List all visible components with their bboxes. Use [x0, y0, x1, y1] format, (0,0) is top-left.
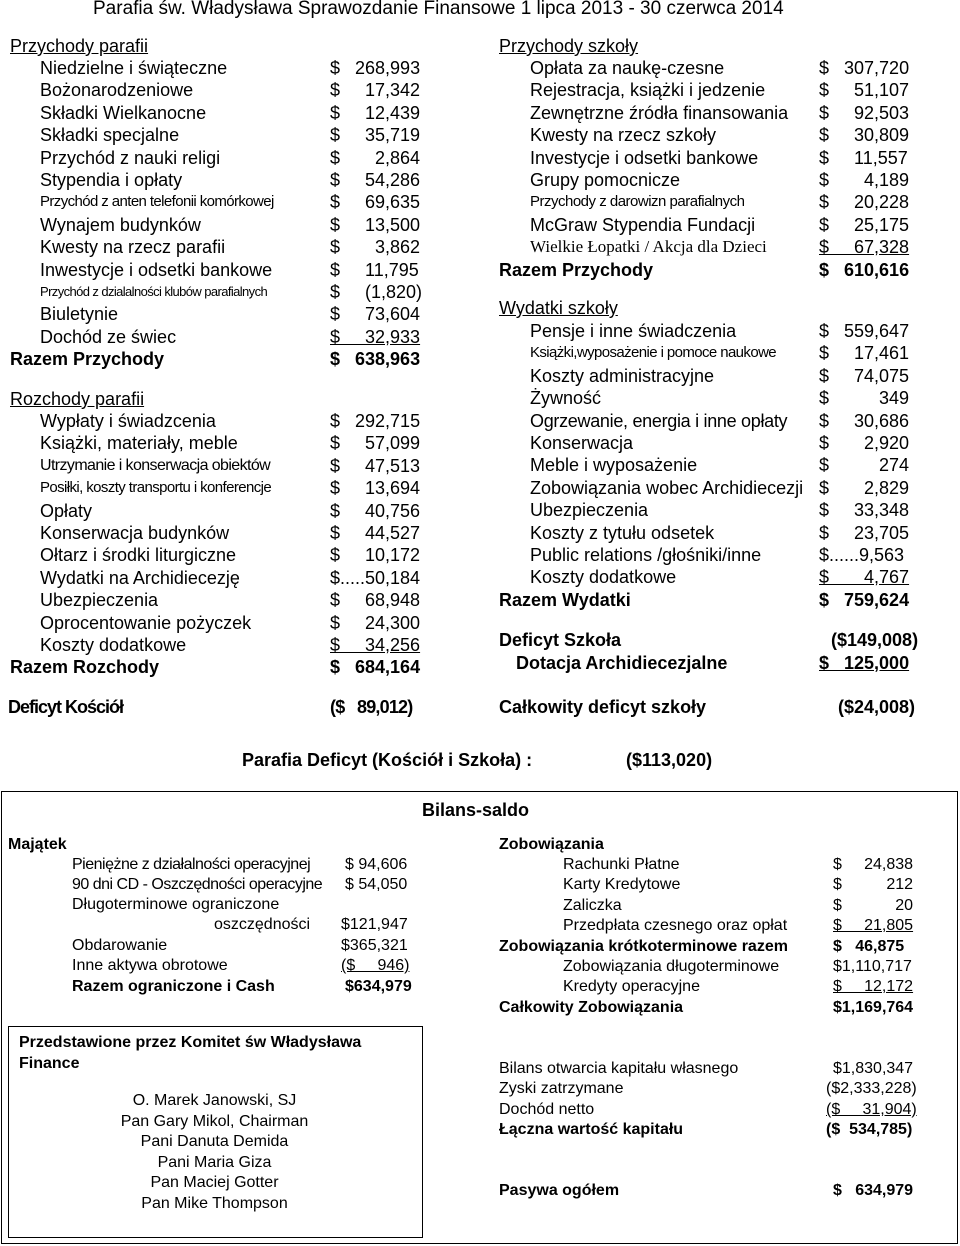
school-income-label: Wielkie Łopatki / Akcja dla Dzieci [530, 237, 767, 257]
church-expenses-heading: Rozchody parafii [10, 389, 145, 409]
school-expense-label: Meble i wyposażenie [530, 455, 698, 476]
church-expense-total-label: Razem Rozchody [10, 657, 160, 678]
committee-member: Pani Danuta Demida [140, 1133, 289, 1150]
school-expense-value: $ 23,705 [819, 522, 910, 543]
church-income-total-value: $ 638,963 [330, 349, 421, 370]
church-income-value: $ 12,439 [330, 102, 421, 123]
school-income-label: Investycje i odsetki bankowe [530, 147, 759, 168]
long-term-value: $1,110,717 [833, 958, 912, 975]
assets-total-value: $634,979 [345, 978, 412, 995]
long-term-value: $ 12,172 [833, 978, 914, 995]
liability-value: $ 21,805 [833, 917, 914, 935]
church-expense-value: $ 34,256 [330, 635, 421, 655]
school-expense-label: Public relations /głośniki/inne [530, 545, 762, 565]
school-expense-value: $ 2,920 [819, 433, 910, 453]
school-deficit-value: ($149,008) [831, 630, 919, 650]
liab-total-value: $1,169,764 [833, 999, 914, 1016]
church-income-value: $ 11,795 [330, 259, 419, 280]
school-expense-label: Ubezpieczenia [530, 500, 649, 521]
school-income-total-label: Razem Przychody [499, 259, 654, 280]
church-expense-value: $ 57,099 [330, 433, 421, 454]
liability-label: Rachunki Płatne [563, 856, 680, 873]
church-expense-value: $ 44,527 [330, 523, 421, 543]
archdiocese-grant-label: Dotacja Archidiecezjalne [516, 653, 728, 673]
school-expense-total-label: Razem Wydatki [499, 589, 631, 610]
school-expense-label: Koszty z tytułu odsetek [530, 522, 715, 543]
school-income-label: Kwesty na rzecz szkoły [530, 125, 717, 146]
school-expense-label: Konserwacja [530, 433, 634, 453]
equity-label: Dochód netto [499, 1101, 595, 1118]
church-income-label: Przychód z anten telefonii komórkowej [40, 193, 274, 211]
equity-total-label: Łączna wartość kapitału [499, 1121, 684, 1138]
school-income-label: Opłata za naukę-czesne [530, 58, 725, 78]
school-income-value: $ 51,107 [819, 80, 910, 101]
church-income-label: Biuletynie [40, 304, 119, 325]
church-expense-label: Koszty dodatkowe [40, 635, 187, 655]
church-income-label: Przychód z nauki religi [40, 147, 221, 168]
church-income-value: $ (1,820) [330, 282, 423, 302]
church-expense-value: $ 292,715 [330, 411, 421, 431]
school-expense-value: $ 274 [819, 455, 910, 476]
asset-value: ($ 946) [341, 957, 410, 974]
school-expense-value: $ 30,686 [819, 410, 910, 431]
school-total-deficit-value: ($24,008) [838, 697, 916, 717]
long-term-label: Kredyty operacyjne [563, 978, 700, 995]
school-income-label: Grupy pomocnicze [530, 170, 681, 190]
school-expense-value: $ 349 [819, 388, 910, 409]
committee-member: Pani Maria Giza [157, 1153, 272, 1171]
church-income-value: $ 268,993 [330, 58, 421, 78]
short-term-label: Zobowiązania krótkoterminowe razem [499, 938, 788, 955]
liab-equity-value: $ 634,979 [833, 1182, 914, 1199]
church-income-heading: Przychody parafii [10, 36, 149, 56]
church-expense-label: Ubezpieczenia [40, 590, 159, 611]
church-income-label: Składki specjalne [40, 125, 180, 146]
liability-value: $ 212 [833, 876, 914, 894]
page-title: Parafia św. Władysława Sprawozdanie Finansowe 1 lipca 2013 - 30 czerwca 2014 [93, 0, 784, 19]
school-income-value: $ 30,809 [819, 125, 910, 146]
church-deficit-label: Deficyt Kościół [8, 697, 124, 717]
school-expense-total-value: $ 759,624 [819, 589, 910, 610]
parish-deficit-label: Parafia Deficyt (Kościół i Szkoła) : [242, 750, 533, 770]
parish-deficit-value: ($113,020) [626, 750, 713, 770]
church-income-label: Przychód z dzialalności klubów parafialnych [40, 284, 268, 299]
liab-equity-label: Pasywa ogółem [499, 1182, 620, 1199]
church-expense-label: Oprocentowanie pożyczek [40, 612, 252, 633]
balance-heading: Bilans-saldo [422, 800, 530, 820]
school-income-value: $ 92,503 [819, 102, 910, 123]
liability-label: Przedpłata czesnego oraz opłat [563, 917, 788, 935]
liabilities-heading: Zobowiązania [499, 836, 604, 853]
church-income-label: Składki Wielkanocne [40, 102, 207, 123]
school-expense-label: Koszty administracyjne [530, 365, 715, 386]
church-expense-value: $ 40,756 [330, 500, 421, 521]
long-term-label: Zobowiązania długoterminowe [563, 958, 780, 975]
church-expense-label: Wydatki na Archidiecezję [40, 567, 240, 588]
church-income-label: Inwestycje i odsetki bankowe [40, 259, 273, 280]
asset-value: $121,947 [341, 916, 408, 933]
church-income-value: $ 17,342 [330, 80, 421, 101]
church-income-value: $ 13,500 [330, 214, 421, 235]
school-expense-label: Ogrzewanie, energia i inne opłaty [530, 410, 788, 431]
school-income-value: $ 67,328 [819, 237, 910, 258]
equity-label: Bilans otwarcia kapitału własnego [499, 1060, 739, 1077]
church-expense-value: $ 24,300 [330, 612, 421, 633]
church-income-value: $ 73,604 [330, 304, 421, 325]
liab-total-label: Całkowity Zobowiązania [499, 999, 684, 1016]
church-income-label: Kwesty na rzecz parafii [40, 237, 226, 258]
church-income-value: $ 35,719 [330, 125, 421, 146]
school-expense-label: Pensje i inne świadczenia [530, 321, 737, 341]
school-income-total-value: $ 610,616 [819, 259, 910, 280]
committee-heading: Przedstawione przez Komitet św Władysława [19, 1034, 362, 1051]
asset-label: oszczędności [214, 916, 311, 933]
school-expense-value: $ 4,767 [819, 567, 910, 588]
school-expense-value: $ 33,348 [819, 500, 910, 521]
church-income-label: Niedzielne i świąteczne [40, 58, 228, 78]
asset-value: $ 54,050 [345, 876, 408, 893]
school-income-label: Rejestracja, książki i jedzenie [530, 80, 766, 101]
liability-value: $ 20 [833, 896, 914, 914]
school-income-label: Zewnętrzne źródła finansowania [530, 102, 789, 123]
church-income-total-label: Razem Przychody [10, 349, 165, 370]
church-income-label: Bożonarodzeniowe [40, 80, 194, 101]
school-expense-label: Koszty dodatkowe [530, 567, 677, 588]
church-income-value: $ 69,635 [330, 192, 421, 213]
asset-label: Pieniężne z działalności operacyjnej [72, 856, 311, 873]
church-expense-value: $ 10,172 [330, 545, 421, 566]
church-expense-label: Utrzymanie i konserwacja obiektów [40, 456, 271, 474]
committee-member: Pan Maciej Gotter [150, 1174, 279, 1191]
school-expense-value: $ 74,075 [819, 365, 910, 386]
asset-value: $365,321 [341, 937, 408, 954]
equity-value: ($ 31,904) [826, 1101, 917, 1118]
school-expenses-heading: Wydatki szkoły [499, 298, 618, 318]
archdiocese-grant-value: $ 125,000 [819, 653, 910, 673]
church-expense-value: $ 13,694 [330, 478, 421, 499]
school-expense-value: $ 2,829 [819, 477, 910, 498]
school-expense-label: Zobowiązania wobec Archidiecezji [530, 477, 804, 498]
equity-value: $1,830,347 [833, 1060, 914, 1077]
church-expense-value: $ 47,513 [330, 455, 421, 476]
school-income-value: $ 25,175 [819, 214, 910, 235]
church-expense-label: Wypłaty i świadzcenia [40, 411, 216, 431]
church-expense-total-value: $ 684,164 [330, 657, 421, 678]
assets-heading: Majątek [8, 836, 67, 853]
liability-value: $ 24,838 [833, 856, 914, 873]
church-income-value: $ 32,933 [330, 326, 421, 347]
asset-label: Inne aktywa obrotowe [72, 957, 228, 974]
equity-label: Zyski zatrzymane [499, 1080, 624, 1097]
committee-member: Pan Mike Thompson [141, 1194, 288, 1212]
asset-label: Obdarowanie [72, 937, 168, 954]
asset-value: $ 94,606 [345, 856, 408, 873]
liability-label: Karty Kredytowe [563, 876, 681, 894]
school-income-heading: Przychody szkoły [499, 36, 639, 56]
school-expense-label: Książki,wyposażenie i pomoce naukowe [530, 344, 777, 362]
school-expense-value: $......9,563 [819, 545, 905, 565]
church-income-label: Dochód ze świec [40, 326, 177, 347]
church-deficit-value: ($ 89,012) [330, 697, 413, 717]
liability-label: Zaliczka [563, 896, 622, 914]
church-expense-label: Książki, materiały, meble [40, 433, 238, 454]
church-expense-label: Posiłki, koszty transportu i konferencje [40, 479, 272, 497]
church-income-value: $ 54,286 [330, 170, 421, 190]
church-income-label: Stypendia i opłaty [40, 170, 183, 190]
school-income-value: $ 307,720 [819, 58, 910, 78]
church-expense-label: Konserwacja budynków [40, 523, 230, 543]
school-income-value: $ 20,228 [819, 192, 910, 213]
short-term-value: $ 46,875 [833, 938, 905, 955]
church-expense-label: Ołtarz i środki liturgiczne [40, 545, 237, 566]
school-income-value: $ 11,557 [819, 147, 908, 168]
school-income-label: Przychody z darowizn parafialnych [530, 193, 745, 211]
school-expense-value: $ 17,461 [819, 343, 910, 364]
equity-total-value: ($ 534,785) [826, 1121, 913, 1138]
equity-value: ($2,333,228) [826, 1080, 917, 1097]
church-income-value: $ 2,864 [330, 147, 421, 168]
asset-label: Długoterminowe ograniczone [72, 896, 280, 913]
school-income-label: McGraw Stypendia Fundacji [530, 214, 756, 235]
committee-heading: Finance [19, 1055, 80, 1072]
school-expense-value: $ 559,647 [819, 321, 910, 341]
church-expense-label: Opłaty [40, 500, 93, 521]
school-expense-label: Żywność [530, 388, 602, 409]
committee-member: Pan Gary Mikol, Chairman [120, 1112, 309, 1130]
church-income-value: $ 3,862 [330, 237, 421, 258]
school-total-deficit-label: Całkowity deficyt szkoły [499, 697, 707, 717]
committee-member: O. Marek Janowski, SJ [132, 1092, 297, 1109]
church-expense-value: $.....50,184 [330, 567, 421, 588]
school-deficit-label: Deficyt Szkoła [499, 630, 622, 650]
church-income-label: Wynajem budynków [40, 214, 201, 235]
school-income-value: $ 4,189 [819, 170, 910, 190]
asset-label: 90 dni CD - Oszczędności operacyjne [72, 876, 323, 893]
church-expense-value: $ 68,948 [330, 590, 421, 611]
assets-total-label: Razem ograniczone i Cash [72, 978, 275, 995]
